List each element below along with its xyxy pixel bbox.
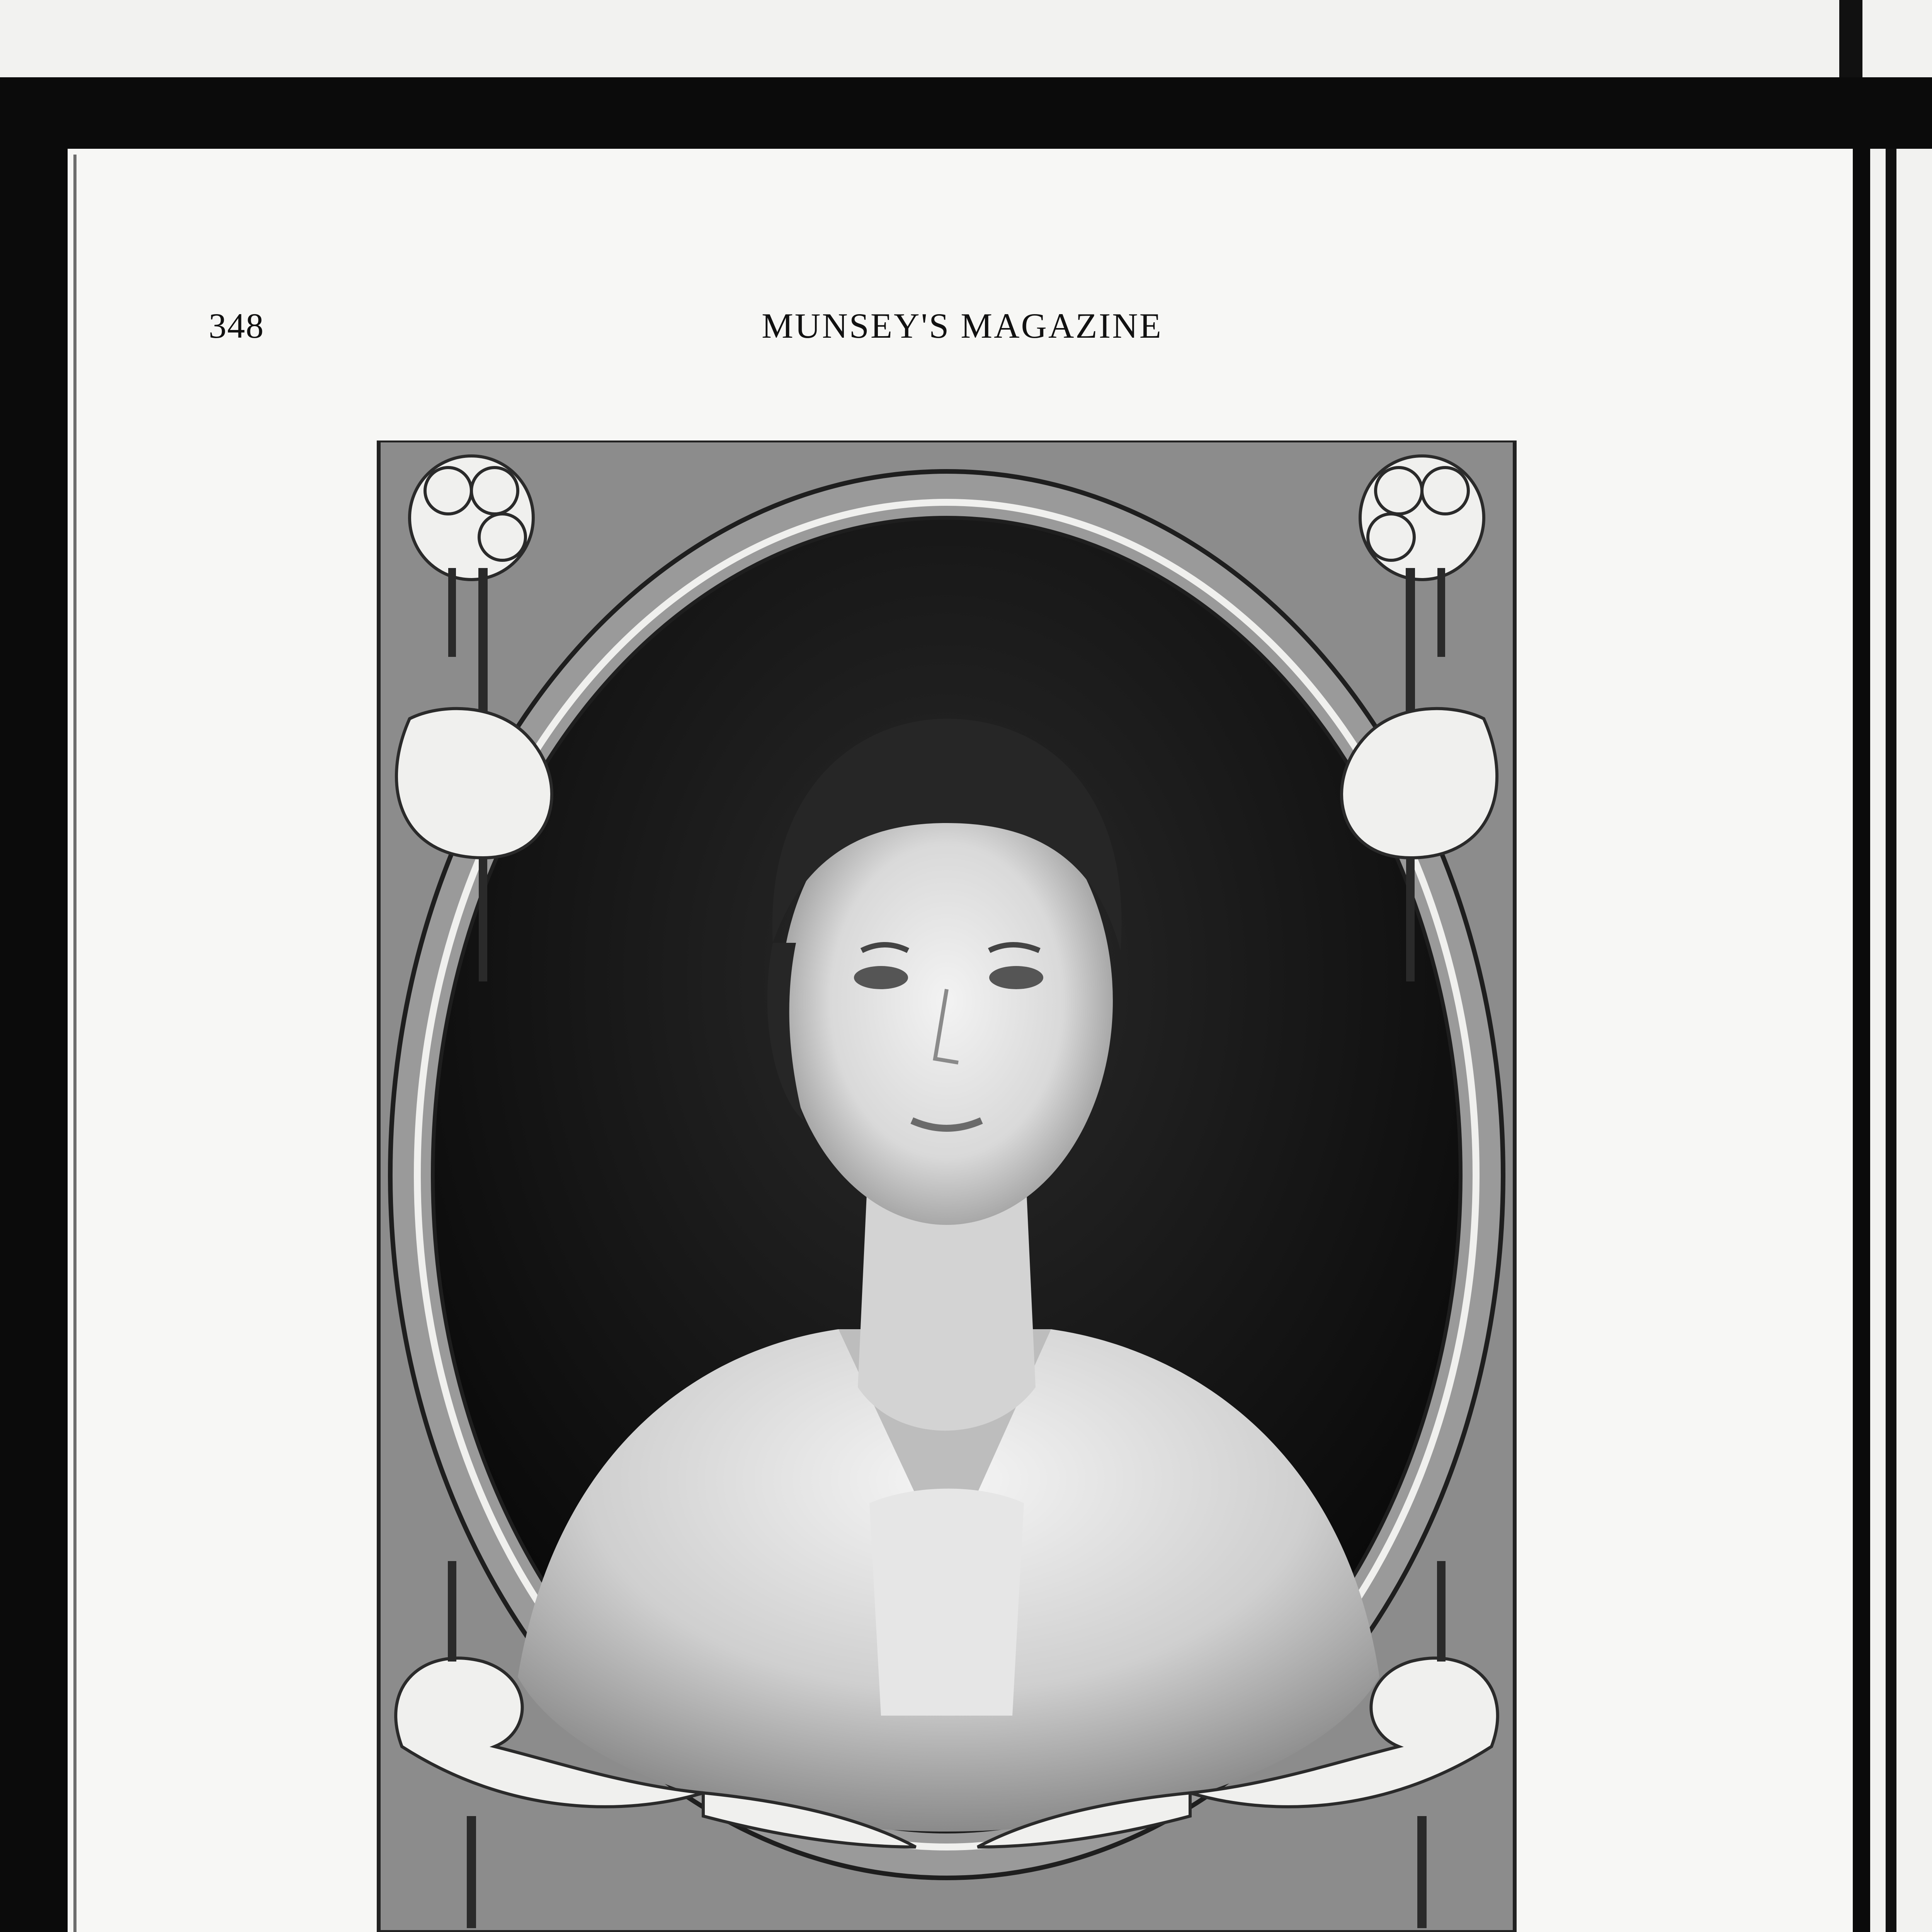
scan-edge [1839,0,1862,77]
page-number: 348 [209,306,264,345]
running-title: MUNSEY'S MAGAZINE [762,306,1163,345]
page-gutter-shadow [73,155,77,1932]
scan-edge-right [1886,149,1896,1932]
ornamental-portrait [355,440,1538,1932]
adjacent-page-top [0,0,1932,77]
adjacent-page-right [1870,149,1932,1932]
portrait-frame [355,440,1538,1932]
page-header [209,305,1716,352]
